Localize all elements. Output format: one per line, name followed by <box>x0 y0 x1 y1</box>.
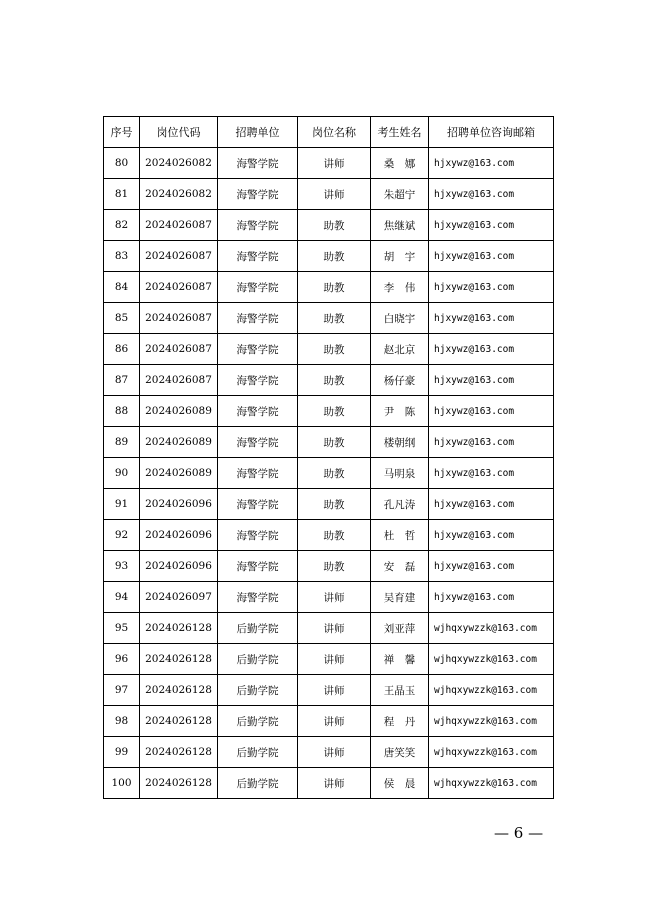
recruiting-unit-cell: 海警学院 <box>218 582 298 613</box>
contact-email-cell: hjxywz@163.com <box>429 303 554 334</box>
position-name-cell: 讲师 <box>298 148 371 179</box>
recruiting-unit-cell: 海警学院 <box>218 396 298 427</box>
position-name-cell: 讲师 <box>298 644 371 675</box>
candidate-name-cell: 刘亚萍 <box>371 613 429 644</box>
table-row <box>104 644 554 675</box>
contact-email-cell: hjxywz@163.com <box>429 241 554 272</box>
serial-cell: 83 <box>104 241 140 272</box>
recruiting-unit-cell: 海警学院 <box>218 489 298 520</box>
serial-cell: 85 <box>104 303 140 334</box>
candidate-name-cell: 禅 馨 <box>371 644 429 675</box>
table-row <box>104 365 554 396</box>
candidate-name-cell: 李 伟 <box>371 272 429 303</box>
candidate-name-cell: 侯 晨 <box>371 768 429 799</box>
position-name-cell: 助教 <box>298 210 371 241</box>
serial-cell: 90 <box>104 458 140 489</box>
table-row <box>104 675 554 706</box>
column-header-position-name: 岗位名称 <box>298 117 371 148</box>
recruiting-unit-cell: 海警学院 <box>218 427 298 458</box>
recruiting-unit-cell: 海警学院 <box>218 179 298 210</box>
table-row <box>104 551 554 582</box>
contact-email-cell: hjxywz@163.com <box>429 210 554 241</box>
table-row <box>104 272 554 303</box>
recruiting-unit-cell: 海警学院 <box>218 148 298 179</box>
candidate-name-cell: 胡 宇 <box>371 241 429 272</box>
position-name-cell: 助教 <box>298 241 371 272</box>
candidate-name-cell: 马明泉 <box>371 458 429 489</box>
position-code-cell: 2024026087 <box>140 334 218 365</box>
position-code-cell: 2024026087 <box>140 303 218 334</box>
position-name-cell: 讲师 <box>298 706 371 737</box>
contact-email-cell: wjhqxywzzk@163.com <box>429 613 554 644</box>
recruiting-unit-cell: 后勤学院 <box>218 737 298 768</box>
contact-email-cell: hjxywz@163.com <box>429 148 554 179</box>
header-row <box>104 117 554 148</box>
contact-email-cell: hjxywz@163.com <box>429 396 554 427</box>
position-code-cell: 2024026128 <box>140 737 218 768</box>
candidate-name-cell: 王晶玉 <box>371 675 429 706</box>
serial-cell: 92 <box>104 520 140 551</box>
position-code-cell: 2024026089 <box>140 396 218 427</box>
recruiting-unit-cell: 海警学院 <box>218 365 298 396</box>
position-code-cell: 2024026096 <box>140 520 218 551</box>
recruiting-unit-cell: 海警学院 <box>218 520 298 551</box>
recruiting-unit-cell: 后勤学院 <box>218 768 298 799</box>
serial-cell: 87 <box>104 365 140 396</box>
candidate-name-cell: 尹 陈 <box>371 396 429 427</box>
contact-email-cell: hjxywz@163.com <box>429 334 554 365</box>
page-number: — 6 — <box>494 824 544 842</box>
position-code-cell: 2024026096 <box>140 551 218 582</box>
position-code-cell: 2024026087 <box>140 241 218 272</box>
table-row <box>104 706 554 737</box>
contact-email-cell: hjxywz@163.com <box>429 582 554 613</box>
position-name-cell: 讲师 <box>298 737 371 768</box>
position-code-cell: 2024026087 <box>140 365 218 396</box>
candidate-name-cell: 杨仔豪 <box>371 365 429 396</box>
serial-cell: 81 <box>104 179 140 210</box>
table-row <box>104 210 554 241</box>
position-code-cell: 2024026128 <box>140 644 218 675</box>
column-header-position-code: 岗位代码 <box>140 117 218 148</box>
position-code-cell: 2024026087 <box>140 210 218 241</box>
position-code-cell: 2024026096 <box>140 489 218 520</box>
serial-cell: 100 <box>104 768 140 799</box>
candidate-name-cell: 朱超宁 <box>371 179 429 210</box>
contact-email-cell: hjxywz@163.com <box>429 427 554 458</box>
position-code-cell: 2024026128 <box>140 613 218 644</box>
candidate-name-cell: 楼朝纲 <box>371 427 429 458</box>
position-name-cell: 助教 <box>298 303 371 334</box>
contact-email-cell: hjxywz@163.com <box>429 458 554 489</box>
candidate-name-cell: 孔凡涛 <box>371 489 429 520</box>
serial-cell: 86 <box>104 334 140 365</box>
position-name-cell: 助教 <box>298 489 371 520</box>
column-header-recruiting-unit: 招聘单位 <box>218 117 298 148</box>
table-row <box>104 148 554 179</box>
table-row <box>104 427 554 458</box>
position-code-cell: 2024026128 <box>140 706 218 737</box>
table-row <box>104 737 554 768</box>
table-body <box>104 148 554 799</box>
contact-email-cell: wjhqxywzzk@163.com <box>429 644 554 675</box>
position-name-cell: 助教 <box>298 458 371 489</box>
table-row <box>104 179 554 210</box>
position-name-cell: 助教 <box>298 427 371 458</box>
position-code-cell: 2024026128 <box>140 675 218 706</box>
recruiting-unit-cell: 后勤学院 <box>218 644 298 675</box>
position-name-cell: 讲师 <box>298 582 371 613</box>
table-row <box>104 768 554 799</box>
column-header-candidate-name: 考生姓名 <box>371 117 429 148</box>
recruiting-unit-cell: 后勤学院 <box>218 675 298 706</box>
table-row <box>104 489 554 520</box>
recruiting-unit-cell: 海警学院 <box>218 210 298 241</box>
serial-cell: 91 <box>104 489 140 520</box>
serial-cell: 80 <box>104 148 140 179</box>
table-row <box>104 241 554 272</box>
table-row <box>104 396 554 427</box>
serial-cell: 97 <box>104 675 140 706</box>
table-row <box>104 613 554 644</box>
position-code-cell: 2024026089 <box>140 427 218 458</box>
position-name-cell: 助教 <box>298 365 371 396</box>
serial-cell: 95 <box>104 613 140 644</box>
candidate-name-cell: 唐笑笑 <box>371 737 429 768</box>
position-name-cell: 助教 <box>298 551 371 582</box>
position-name-cell: 助教 <box>298 520 371 551</box>
serial-cell: 98 <box>104 706 140 737</box>
candidate-name-cell: 吴育建 <box>371 582 429 613</box>
contact-email-cell: hjxywz@163.com <box>429 365 554 396</box>
candidate-table <box>103 116 554 799</box>
table-header <box>104 117 554 148</box>
column-header-serial: 序号 <box>104 117 140 148</box>
position-name-cell: 讲师 <box>298 675 371 706</box>
recruiting-unit-cell: 海警学院 <box>218 272 298 303</box>
recruiting-unit-cell: 海警学院 <box>218 458 298 489</box>
candidate-name-cell: 杜 哲 <box>371 520 429 551</box>
serial-cell: 82 <box>104 210 140 241</box>
position-name-cell: 讲师 <box>298 768 371 799</box>
serial-cell: 93 <box>104 551 140 582</box>
position-code-cell: 2024026128 <box>140 768 218 799</box>
contact-email-cell: hjxywz@163.com <box>429 179 554 210</box>
position-name-cell: 助教 <box>298 272 371 303</box>
column-header-contact-email: 招聘单位咨询邮箱 <box>429 117 554 148</box>
candidate-name-cell: 程 丹 <box>371 706 429 737</box>
table-row <box>104 303 554 334</box>
serial-cell: 88 <box>104 396 140 427</box>
contact-email-cell: wjhqxywzzk@163.com <box>429 706 554 737</box>
serial-cell: 94 <box>104 582 140 613</box>
table-row <box>104 458 554 489</box>
position-code-cell: 2024026097 <box>140 582 218 613</box>
contact-email-cell: hjxywz@163.com <box>429 551 554 582</box>
recruiting-unit-cell: 后勤学院 <box>218 706 298 737</box>
contact-email-cell: hjxywz@163.com <box>429 272 554 303</box>
position-name-cell: 讲师 <box>298 179 371 210</box>
contact-email-cell: wjhqxywzzk@163.com <box>429 768 554 799</box>
table-row <box>104 520 554 551</box>
serial-cell: 96 <box>104 644 140 675</box>
position-code-cell: 2024026089 <box>140 458 218 489</box>
table-row <box>104 334 554 365</box>
recruiting-unit-cell: 后勤学院 <box>218 613 298 644</box>
position-code-cell: 2024026082 <box>140 179 218 210</box>
contact-email-cell: wjhqxywzzk@163.com <box>429 675 554 706</box>
recruiting-unit-cell: 海警学院 <box>218 334 298 365</box>
position-name-cell: 助教 <box>298 396 371 427</box>
contact-email-cell: hjxywz@163.com <box>429 489 554 520</box>
recruiting-unit-cell: 海警学院 <box>218 241 298 272</box>
table-row <box>104 582 554 613</box>
candidate-name-cell: 焦继斌 <box>371 210 429 241</box>
candidate-name-cell: 白晓宇 <box>371 303 429 334</box>
contact-email-cell: wjhqxywzzk@163.com <box>429 737 554 768</box>
recruiting-unit-cell: 海警学院 <box>218 303 298 334</box>
serial-cell: 84 <box>104 272 140 303</box>
position-name-cell: 讲师 <box>298 613 371 644</box>
serial-cell: 99 <box>104 737 140 768</box>
serial-cell: 89 <box>104 427 140 458</box>
position-code-cell: 2024026082 <box>140 148 218 179</box>
contact-email-cell: hjxywz@163.com <box>429 520 554 551</box>
candidate-name-cell: 安 磊 <box>371 551 429 582</box>
recruiting-unit-cell: 海警学院 <box>218 551 298 582</box>
position-name-cell: 助教 <box>298 334 371 365</box>
candidate-name-cell: 桑 娜 <box>371 148 429 179</box>
position-code-cell: 2024026087 <box>140 272 218 303</box>
candidate-name-cell: 赵北京 <box>371 334 429 365</box>
